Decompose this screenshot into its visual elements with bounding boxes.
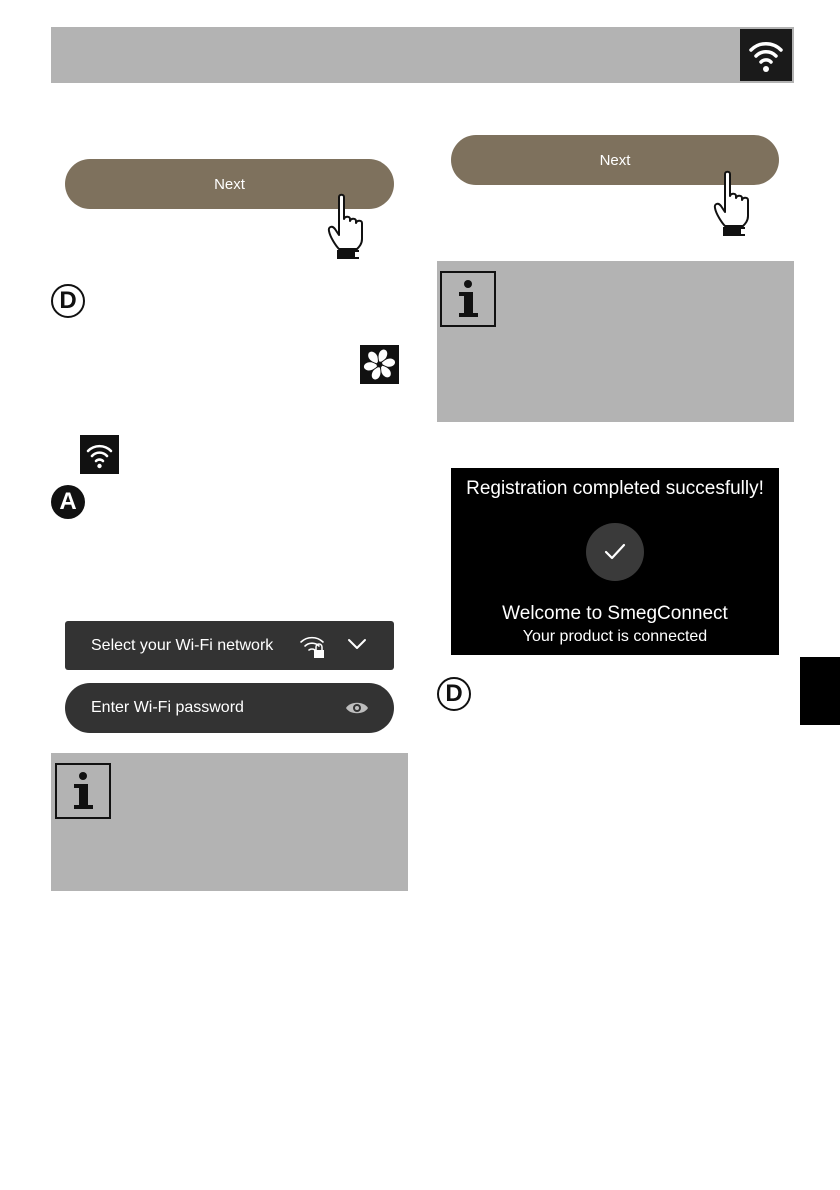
wifi-network-select[interactable]: [65, 621, 394, 670]
fan-icon: [360, 345, 399, 384]
marker-d-letter: D: [445, 680, 463, 707]
welcome-text: Welcome to SmegConnect: [502, 603, 728, 624]
marker-d: [437, 677, 471, 711]
wifi-network-select-label: Select your Wi-Fi network: [91, 636, 274, 654]
registration-title: Registration completed succesfully!: [466, 478, 764, 499]
connected-text: Your product is connected: [522, 628, 708, 645]
header-bar: [51, 27, 794, 83]
hand-pointer-icon: [713, 170, 753, 236]
next-button-label: Next: [214, 175, 245, 193]
check-icon: [586, 523, 644, 581]
marker-d-letter: D: [59, 287, 77, 314]
wifi-lock-icon: [299, 633, 327, 664]
marker-a-letter: A: [59, 488, 77, 515]
marker-a: [51, 485, 85, 519]
wifi-password-placeholder: Enter Wi-Fi password: [91, 699, 244, 716]
info-icon: [440, 271, 496, 327]
wifi-icon: [740, 29, 792, 81]
side-tab: [800, 657, 840, 725]
info-icon: [55, 763, 111, 819]
hand-pointer-icon: [327, 193, 367, 259]
wifi-password-field[interactable]: [65, 683, 394, 733]
marker-d: [51, 284, 85, 318]
info-box: [437, 261, 794, 422]
next-button-label: Next: [599, 151, 631, 169]
chevron-down-icon[interactable]: [347, 637, 367, 656]
wifi-icon: [80, 435, 119, 474]
eye-icon[interactable]: [344, 699, 370, 722]
registration-screen: [451, 468, 779, 655]
info-box: [51, 753, 408, 891]
